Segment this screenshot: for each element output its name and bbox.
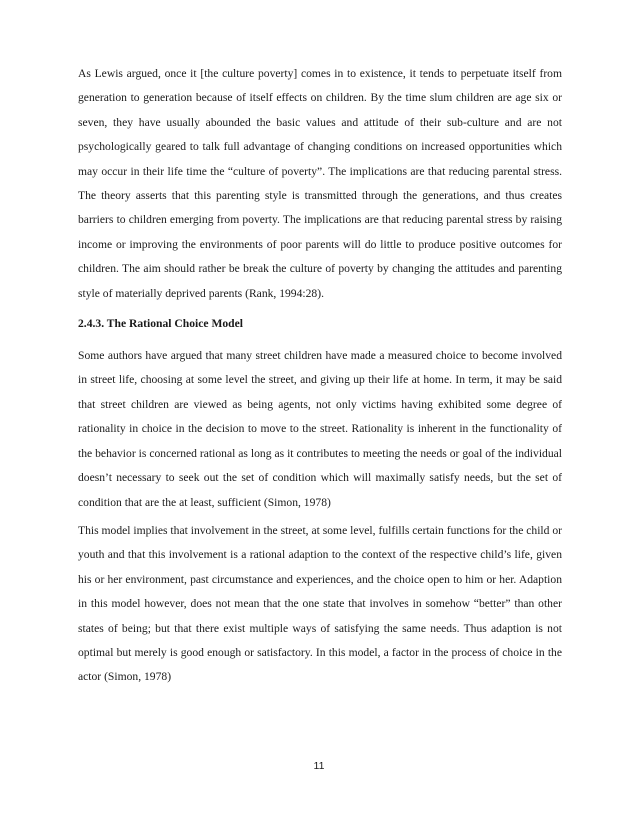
- paragraph-culture-of-poverty: As Lewis argued, once it [the culture poverty] comes in to existence, it tends to perpetuate itself from generation to generation because of itself effects on children. By the time slum children are age six or seven, they have usually abounded the basic values and attitude of their sub-culture and are not psychologically geared to talk full advantage of changing conditions on increased opportunities which may occur in their life time the “culture of poverty”. The implications are that reducing parental stress. The theory asserts that this parenting style is transmitted through the generations, and thus creates barriers to children emerging from poverty. The implications are that reducing parental stress by raising income or improving the environments of poor parents will do little to produce positive outcomes for children. The aim should rather be break the culture of poverty by changing the attitudes and parenting style of materially deprived parents (Rank, 1994:28).: [78, 67, 562, 300]
- page-number: 11: [313, 760, 325, 772]
- document-page: [78, 62, 562, 694]
- paragraph-model-implications: This model implies that involvement in the street, at some level, fulfills certain functions for the child or youth and that this involvement is a rational adaption to the context of the respective child’s life, given his or her environment, past circumstance and experiences, and the choice open to him or her. Adaption in this model however, does not mean that the one state that involves in somehow “better” than other states of being; but that there exist multiple ways of satisfying the same needs. Thus adaption is not optimal but merely is good enough or satisfactory. In this model, a factor in the process of choice in the actor (Simon, 1978): [78, 523, 562, 684]
- section-heading: 2.4.3. The Rational Choice Model: [78, 317, 243, 331]
- paragraph-rational-choice-intro: Some authors have argued that many street children have made a measured choice to become involved in street life, choosing at some level the street, and giving up their life at home. In term, it may be said that street children are viewed as being agents, not only victims having exhibited some degree of rationality in choice in the decision to move to the street. Rationality is inherent in the functionality of the behavior is concerned rational as long as it contributes to meeting the needs or goal of the individual doesn’t necessary to seek out the set of condition which will maximally satisfy needs, but the set of condition that are the at least, sufficient (Simon, 1978): [78, 349, 562, 509]
